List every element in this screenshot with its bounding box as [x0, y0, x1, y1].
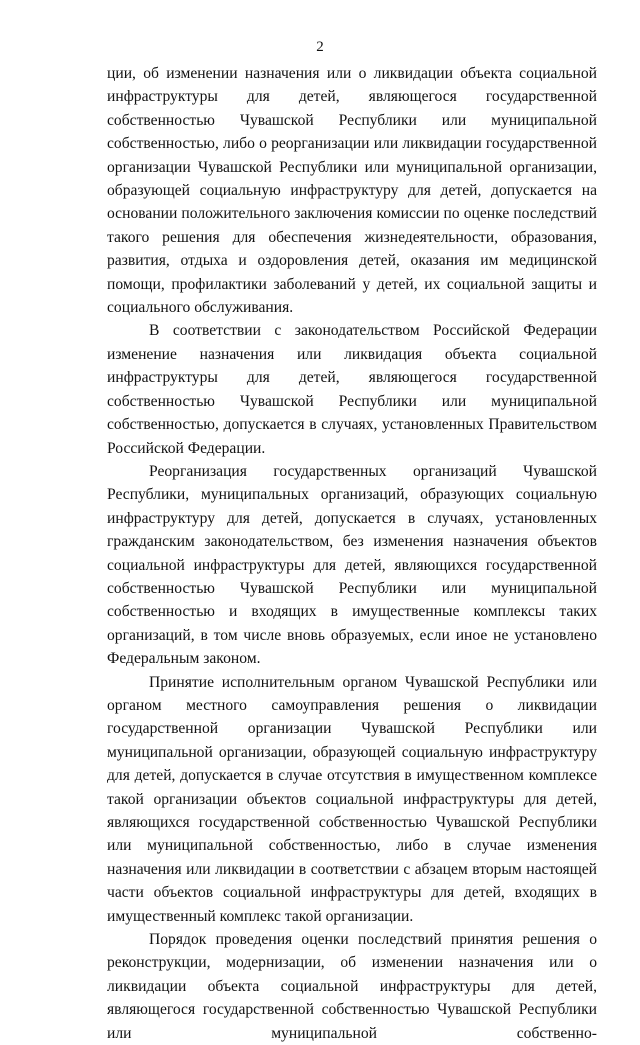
- page-number: 2: [316, 39, 324, 55]
- document-body: [107, 62, 597, 1045]
- paragraph-continuation: ции, об изменении назначения или о ликвидации объекта социальной инфраструктуры для детей, являющегося государственной собственностью Чувашской Республики или муниципальной собственностью, либо о реорганизации или ликвидации государственной организации Чувашской Республики или муниципальной организации, образующей социальную инфраструктуру для детей, допускается на основании положительного заключения комиссии по оценке последствий такого решения для обеспечения жизнедеятельности, образования, развития, отдыха и оздоровления детей, оказания им медицинской помощи, профилактики заболеваний у детей, их социальной защиты и социального обслуживания.: [107, 65, 597, 317]
- paragraph-purpose-change: В соответствии с законодательством Российской Федерации изменение назначения или ликвидация объекта социальной инфраструктуры для детей, являющегося государственной собственностью Чувашской Республики или муниципальной собственностью, допускается в случаях, установленных Правительством Российской Федерации.: [107, 322, 597, 457]
- paragraph-reorganization: Реорганизация государственных организаций Чувашской Республики, муниципальных организаций, образующих социальную инфраструктуру для детей, допускается в случаях, установленных гражданским законодательством, без изменения назначения объектов социальной инфраструктуры для детей, являющихся государственной собственностью Чувашской Республики или муниципальной собственностью и входящих в имущественные комплексы таких организаций, в том числе вновь образуемых, если иное не установлено Федеральным законом.: [107, 462, 597, 668]
- paragraph-liquidation-decision: Принятие исполнительным органом Чувашской Республики или органом местного самоуправления решения о ликвидации государственной организации Чувашской Республики или муниципальной организации, образующей социальную инфраструктуру для детей, допускается в случае отсутствия в имущественном комплексе такой организации объектов социальной инфраструктуры для детей, являющихся государственной собственностью Чувашской Республики или муниципальной собственностью, либо в случае изменения назначения или ликвидации в соответствии с абзацем вторым настоящей части объектов социальной инфраструктуры для детей, входящих в имущественный комплекс такой организации.: [107, 673, 597, 925]
- paragraph-assessment-procedure: Порядок проведения оценки последствий принятия решения о реконструкции, модернизации, об изменении назначения или о ликвидации объекта социальной инфраструктуры для детей, являющегося государственной собственностью Чувашской Республики или муниципальной собственно-: [107, 931, 597, 1042]
